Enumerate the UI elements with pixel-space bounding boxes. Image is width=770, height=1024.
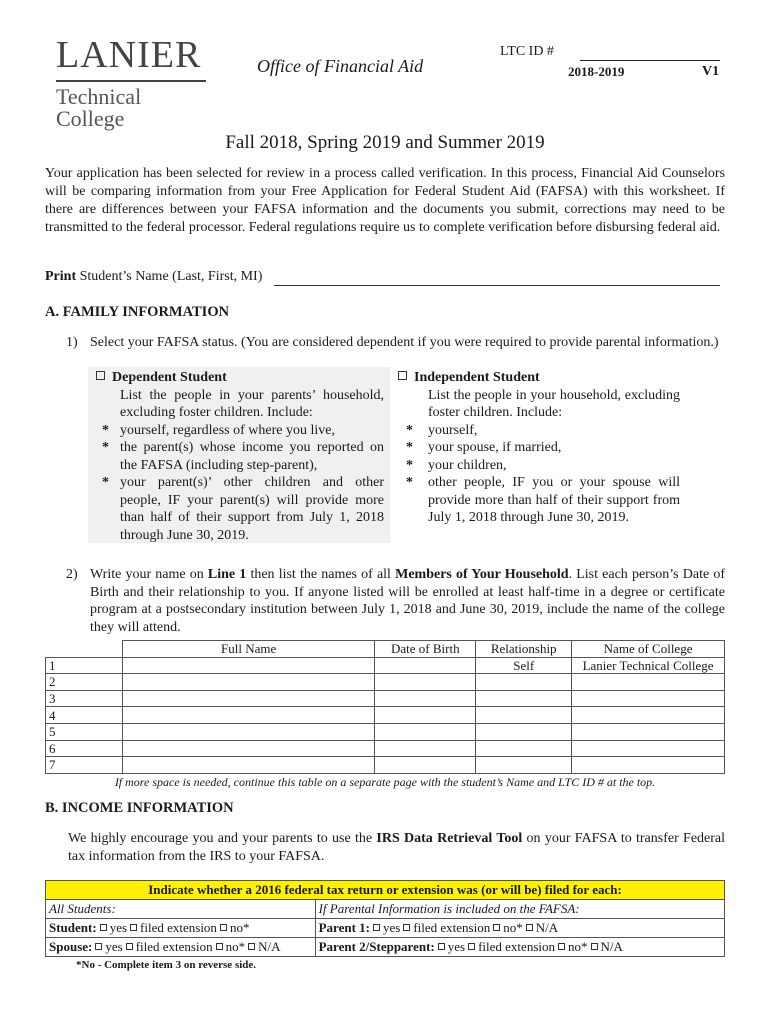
table-cell[interactable] bbox=[476, 740, 572, 757]
table-cell[interactable] bbox=[476, 757, 572, 774]
student-no-checkbox[interactable] bbox=[220, 924, 227, 931]
column-header bbox=[46, 641, 123, 658]
parent1-yes-checkbox[interactable] bbox=[373, 924, 380, 931]
item2-text: Write your name on Line 1 then list the names of all Members of Your Household. List each person’s Date of Birth and their relationship to you. If anyone listed will be enrolled at least half-time in a degree or certificate program at a postsecondary institution between July 1, 2018 and June 30, 2019, include the name of the college they will attend. bbox=[90, 567, 726, 635]
household-table bbox=[45, 640, 725, 774]
tax-filing-header: Indicate whether a 2016 federal tax return or extension was (or will be) filed for each: bbox=[46, 881, 725, 900]
table-cell[interactable]: Self bbox=[476, 657, 572, 674]
row-number: 2 bbox=[46, 674, 123, 691]
spouse-extension-checkbox[interactable] bbox=[126, 943, 133, 950]
intro-paragraph: Your application has been selected for review in a process called verification. In this process, Financial Aid Counselors will be comparing information from your Free Application for Federal Student Aid (FAFSA) with this worksheet. If there are differences between your FAFSA information and the documents you submit, corrections may need to be transmitted to the federal processor. Federal regulations require us to complete verification before disbursing federal aid. bbox=[45, 166, 725, 235]
table-cell[interactable] bbox=[375, 757, 476, 774]
spouse-no-checkbox[interactable] bbox=[216, 943, 223, 950]
table-cell[interactable] bbox=[572, 740, 725, 757]
item1-text: Select your FAFSA status. (You are considered dependent if you were required to provide parental information.) bbox=[90, 335, 719, 350]
table-cell[interactable] bbox=[122, 657, 375, 674]
independent-intro: List the people in your household, excluding foster children. Include: bbox=[428, 387, 680, 420]
table-cell[interactable] bbox=[122, 690, 375, 707]
income-paragraph: We highly encourage you and your parents to use the IRS Data Retrieval Tool on your FAFSA to transfer Federal tax information from the IRS to your FAFSA. bbox=[68, 831, 726, 864]
list-item: * your parent(s)’ other children and other people, IF your parent(s) will provide more than half of their support from July 1, 2018 through June 30, 2019. bbox=[102, 475, 384, 543]
table-cell[interactable] bbox=[122, 757, 375, 774]
dependent-option[interactable]: Dependent Student bbox=[96, 369, 384, 387]
logo-subtitle: Technical College bbox=[56, 80, 206, 130]
table-cell[interactable] bbox=[375, 740, 476, 757]
tax-filing-table bbox=[45, 880, 725, 957]
table-row bbox=[46, 707, 725, 724]
table-cell[interactable] bbox=[476, 723, 572, 740]
parent2-no-checkbox[interactable] bbox=[558, 943, 565, 950]
column-header: Relationship bbox=[476, 641, 572, 658]
list-item: * yourself, bbox=[406, 422, 478, 438]
column-header: Date of Birth bbox=[375, 641, 476, 658]
parent2-extension-checkbox[interactable] bbox=[468, 943, 475, 950]
table-cell[interactable] bbox=[375, 674, 476, 691]
table-row bbox=[46, 674, 725, 691]
parent1-extension-checkbox[interactable] bbox=[403, 924, 410, 931]
ltc-id-field[interactable] bbox=[580, 60, 720, 61]
list-item: * other people, IF you or your spouse will provide more than half of their support from July 1, 2018 through June 30, 2019. bbox=[406, 475, 680, 525]
table-cell[interactable] bbox=[375, 707, 476, 724]
table-row bbox=[46, 657, 725, 674]
list-item: * the parent(s) whose income you reported on the FAFSA (including step-parent), bbox=[102, 440, 384, 473]
dependent-box bbox=[88, 367, 390, 543]
parent2-na-checkbox[interactable] bbox=[591, 943, 598, 950]
section-a-heading: A. FAMILY INFORMATION bbox=[45, 304, 230, 320]
table-cell[interactable] bbox=[375, 723, 476, 740]
row-number: 3 bbox=[46, 690, 123, 707]
row-number: 1 bbox=[46, 657, 123, 674]
office-name: Office of Financial Aid bbox=[257, 56, 424, 76]
table-row bbox=[46, 740, 725, 757]
parent1-na-checkbox[interactable] bbox=[526, 924, 533, 931]
independent-checkbox[interactable] bbox=[398, 371, 407, 380]
item2-number: 2) bbox=[66, 567, 78, 582]
spouse-filing-row: Spouse: yes filed extension no* N/A bbox=[46, 938, 316, 957]
row-number: 4 bbox=[46, 707, 123, 724]
list-item: * your spouse, if married, bbox=[406, 440, 562, 455]
spouse-na-checkbox[interactable] bbox=[248, 943, 255, 950]
student-name-label: Print Student’s Name (Last, First, MI) bbox=[45, 269, 263, 284]
item1-number: 1) bbox=[66, 335, 78, 350]
dependent-intro: List the people in your parents’ household, excluding foster children. Include: bbox=[120, 387, 384, 420]
list-item: * yourself, regardless of where you live, bbox=[102, 422, 335, 438]
student-extension-checkbox[interactable] bbox=[130, 924, 137, 931]
parent2-filing-row: Parent 2/Stepparent: yes filed extension no* N/A bbox=[315, 938, 724, 957]
table-cell[interactable] bbox=[375, 690, 476, 707]
logo-wordmark: LANIER bbox=[56, 34, 202, 76]
table-cell[interactable] bbox=[122, 723, 375, 740]
parent1-filing-row: Parent 1: yes filed extension no* N/A bbox=[315, 919, 724, 938]
table-cell[interactable] bbox=[476, 707, 572, 724]
college-logo bbox=[56, 36, 216, 130]
student-yes-checkbox[interactable] bbox=[100, 924, 107, 931]
spouse-yes-checkbox[interactable] bbox=[95, 943, 102, 950]
table-cell[interactable] bbox=[122, 740, 375, 757]
dependent-checkbox[interactable] bbox=[96, 371, 105, 380]
table-cell[interactable] bbox=[122, 674, 375, 691]
table-row bbox=[46, 757, 725, 774]
parental-label: If Parental Information is included on the FAFSA: bbox=[315, 900, 724, 919]
section-b-heading: B. INCOME INFORMATION bbox=[45, 800, 234, 816]
column-header: Name of College bbox=[572, 641, 725, 658]
ltc-id-label: LTC ID # bbox=[500, 44, 554, 59]
list-item: * your children, bbox=[406, 457, 507, 473]
column-header: Full Name bbox=[122, 641, 375, 658]
table-row bbox=[46, 690, 725, 707]
all-students-label: All Students: bbox=[46, 900, 316, 919]
table-cell[interactable] bbox=[476, 690, 572, 707]
form-version: V1 bbox=[702, 64, 720, 79]
table-cell[interactable] bbox=[375, 657, 476, 674]
student-filing-row: Student: yes filed extension no* bbox=[46, 919, 316, 938]
table-cell[interactable] bbox=[572, 674, 725, 691]
parent2-yes-checkbox[interactable] bbox=[438, 943, 445, 950]
parent1-no-checkbox[interactable] bbox=[493, 924, 500, 931]
row-number: 6 bbox=[46, 740, 123, 757]
table-cell[interactable] bbox=[476, 674, 572, 691]
award-year: 2018-2019 bbox=[568, 64, 625, 79]
independent-box bbox=[398, 369, 680, 527]
independent-option[interactable]: Independent Student bbox=[398, 369, 680, 387]
table-cell[interactable] bbox=[572, 690, 725, 707]
footnote: *No - Complete item 3 on reverse side. bbox=[76, 959, 257, 971]
page-title: Fall 2018, Spring 2019 and Summer 2019 bbox=[225, 132, 545, 153]
row-number: 5 bbox=[46, 723, 123, 740]
table-header-row bbox=[46, 641, 725, 658]
table-cell[interactable] bbox=[122, 707, 375, 724]
table-cell[interactable] bbox=[572, 707, 725, 724]
table-note: If more space is needed, continue this table on a separate page with the student’s Name and LTC ID # at the top. bbox=[114, 775, 656, 789]
row-number: 7 bbox=[46, 757, 123, 774]
table-row bbox=[46, 723, 725, 740]
table-cell[interactable] bbox=[572, 723, 725, 740]
table-cell[interactable] bbox=[572, 757, 725, 774]
student-name-field[interactable] bbox=[274, 285, 720, 286]
table-cell[interactable]: Lanier Technical College bbox=[572, 657, 725, 674]
